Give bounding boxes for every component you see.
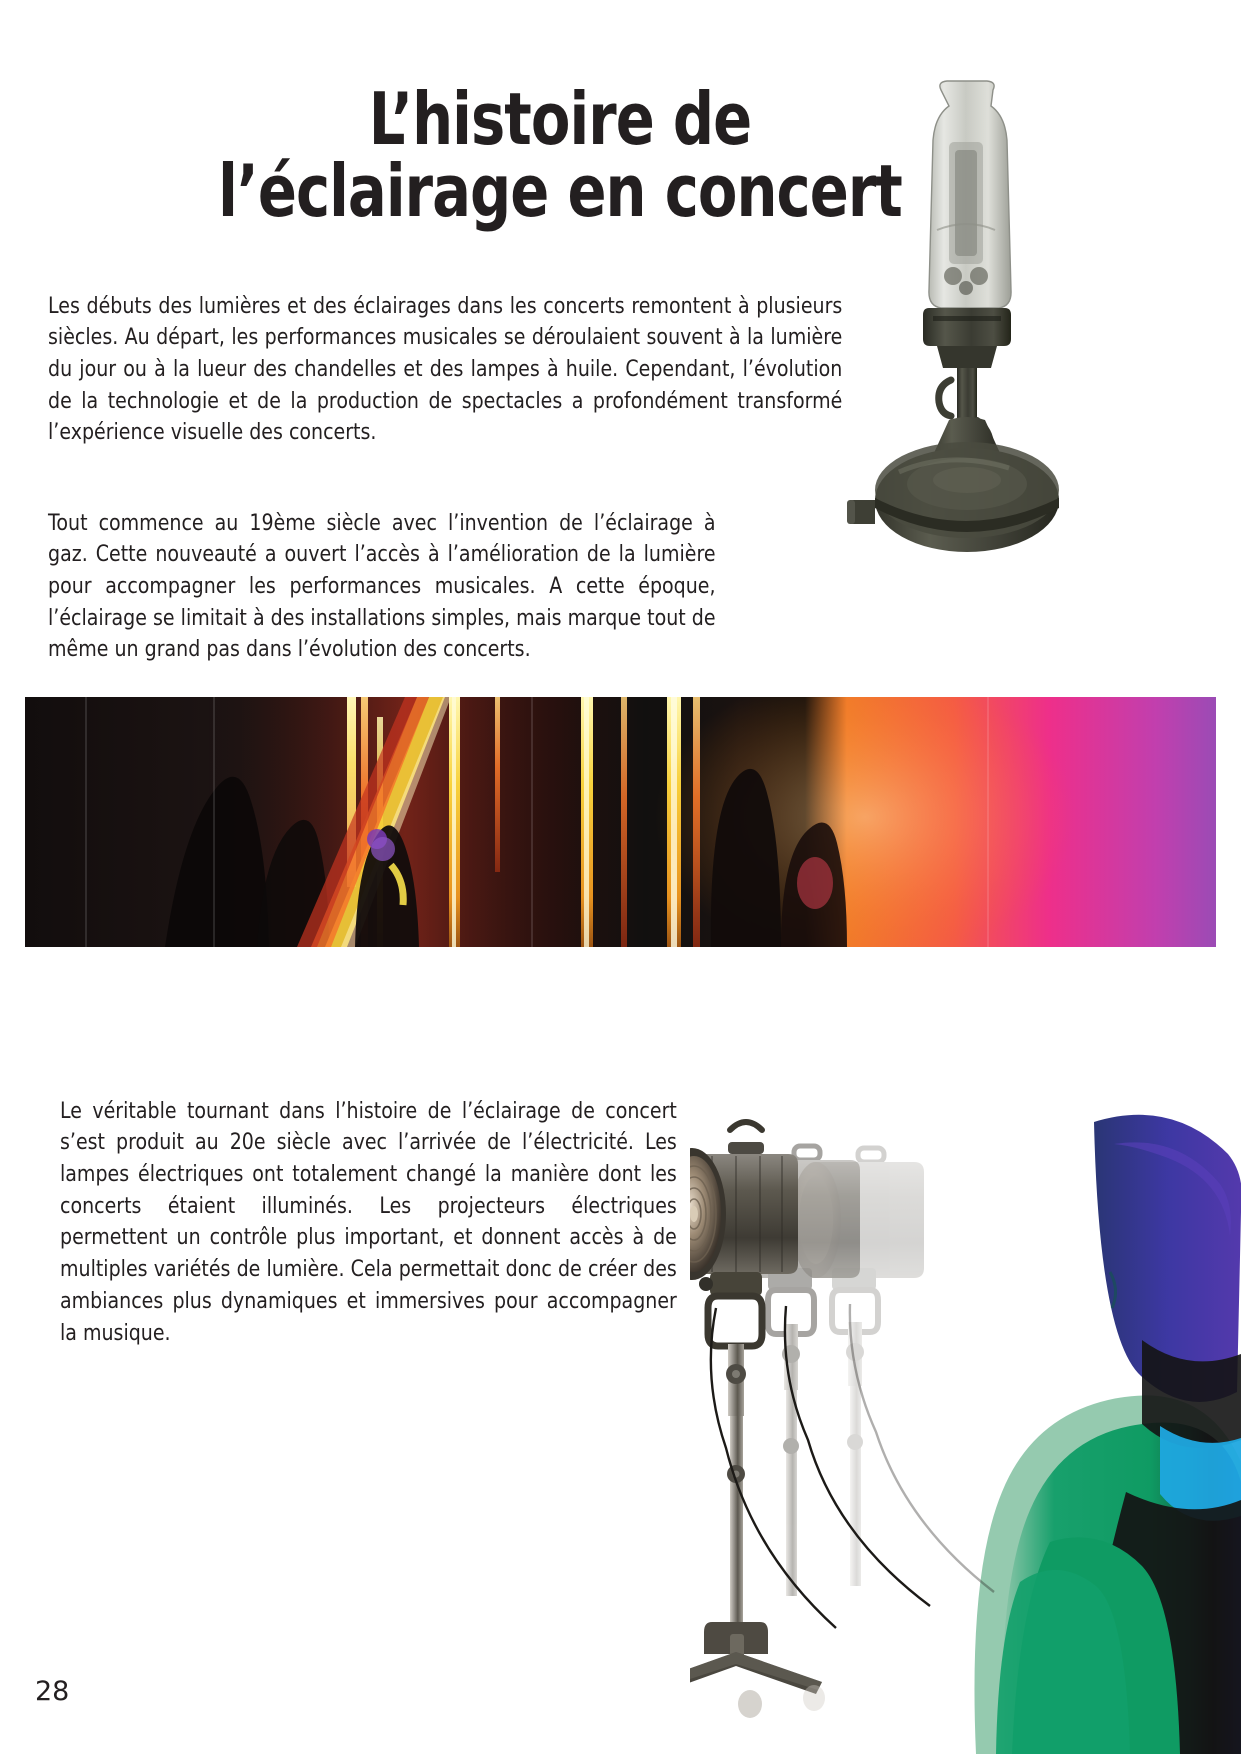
paragraph-intro: Les débuts des lumières et des éclairages dans les concerts remontent à plusieurs siècles. Au départ, les performances musicales se déroulaient souvent à la lumière du jour ou à la lueur des chandelles et des lampes à huile. Cependant, l’évolution de la technologie et de la production de spectacles a profondément transformé l’expérience visuelle des concerts. — [48, 292, 843, 446]
audience-silhouette — [974, 1115, 1241, 1754]
lamp-burner-collar — [923, 308, 1011, 346]
concert-stage-lighting-photo — [25, 697, 1216, 947]
light-tube — [621, 697, 627, 947]
page-title: L’histoire de l’éclairage en concert — [218, 77, 902, 233]
lamp-stem — [957, 368, 977, 420]
paragraph-electric-lighting: Le véritable tournant dans l’histoire de l’éclairage de concert s’est produit au 20e siècle avec l’arrivée de l’électricité. Les lampes électriques ont totalement changé la manière dont les concerts étaient illuminés. Les projecteurs électriques permettent un contrôle plus important, et donnent accès à de multiples variétés de lumière. Cela permettait donc de créer des ambiances plus dynamiques et immersives pour accompagner la musique. — [60, 1097, 677, 1346]
caster-wheel — [803, 1685, 825, 1711]
caster-wheel — [738, 1690, 762, 1718]
fresnel-spotlights-on-stands-photo — [690, 1022, 1241, 1754]
spotlight-front — [690, 1122, 798, 1628]
stand-tripod-base — [690, 1622, 825, 1718]
spotlight-stirrup — [708, 1296, 762, 1346]
page-number: 28 — [35, 1676, 70, 1707]
spotlight-handle — [730, 1122, 762, 1130]
paragraph-gas-lighting: Tout commence au 19ème siècle avec l’invention de l’éclairage à gaz. Cette nouveauté a ouvert l’accès à l’amélioration de la lumière pour accompagner les performances musicales. A cette époque, l’éclairage se limitait à des installations simples, mais marque tout de même un grand pas dans l’évolution des concerts. — [48, 509, 716, 663]
tripod-legs — [690, 1652, 822, 1694]
stand-lower-pole — [730, 1416, 743, 1628]
light-tube — [495, 697, 500, 872]
spotlight-yoke — [710, 1272, 762, 1296]
